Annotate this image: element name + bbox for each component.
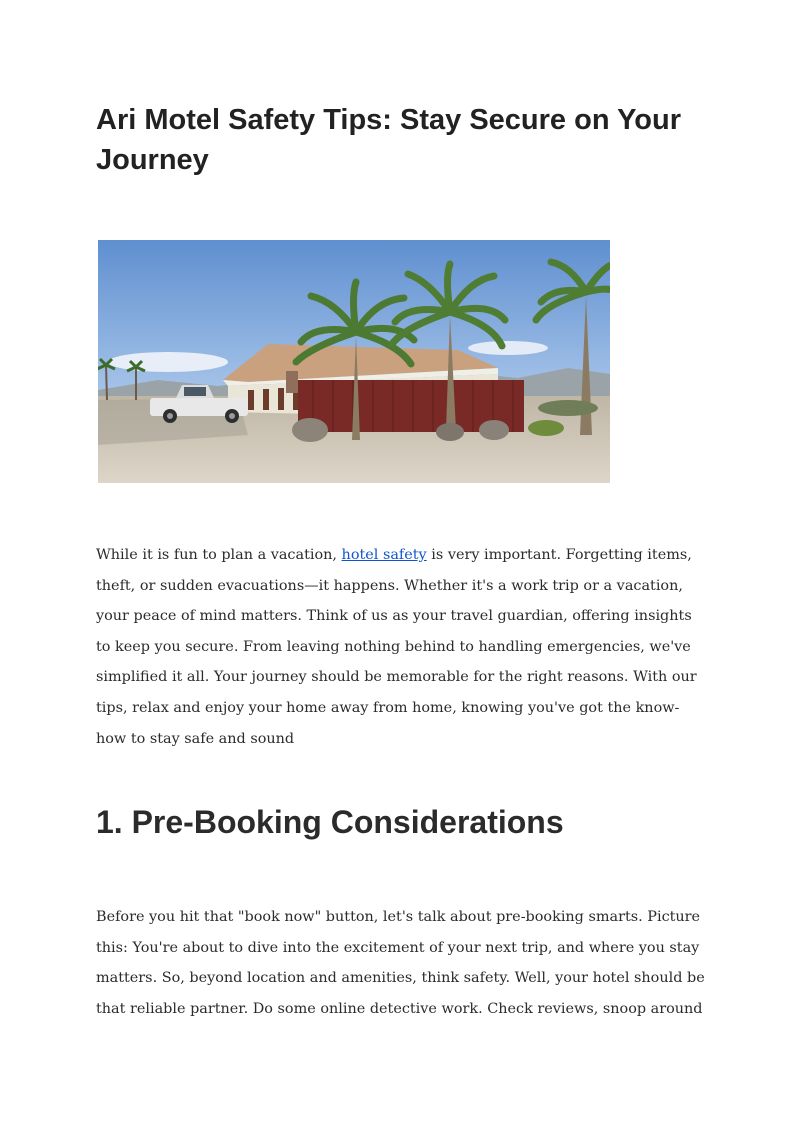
shrub [528,420,564,436]
motel-photo [98,240,610,483]
intro-paragraph [96,540,706,754]
page-title: Ari Motel Safety Tips: Stay Secure on Your Journey [96,104,681,176]
shrub [538,400,598,416]
hotel-safety-link[interactable]: hotel safety [341,547,427,563]
cloud [108,352,228,372]
motel-photo-illustration [98,240,610,483]
intro-text-end: is very important. Forgetting items, theft, or sudden evacuations—it happens. Whether it's a work trip or a vacation, your peace of mind matters. Think of us as your travel guardian, offering insights to keep you secure. From leaving nothing behind to handling emergencies, we've simplified it all. Your journey should be memorable for the right reasons. With our tips, relax and enjoy your home away from home, knowing you've got the know-how to stay safe and sound [96,547,697,747]
pre-booking-paragraph: Before you hit that "book now" button, let's talk about pre-booking smarts. Picture this: You're about to dive into the excitement of your next trip, and where you stay matters. So, beyond location and amenities, think safety. Well, your hotel should be that reliable partner. Do some online detective work. Check reviews, snoop around [96,909,705,1017]
cloud [468,341,548,355]
intro-text-start: While it is fun to plan a vacation, [96,547,342,563]
section-heading-pre-booking: 1. Pre-Booking Considerations [96,804,564,840]
